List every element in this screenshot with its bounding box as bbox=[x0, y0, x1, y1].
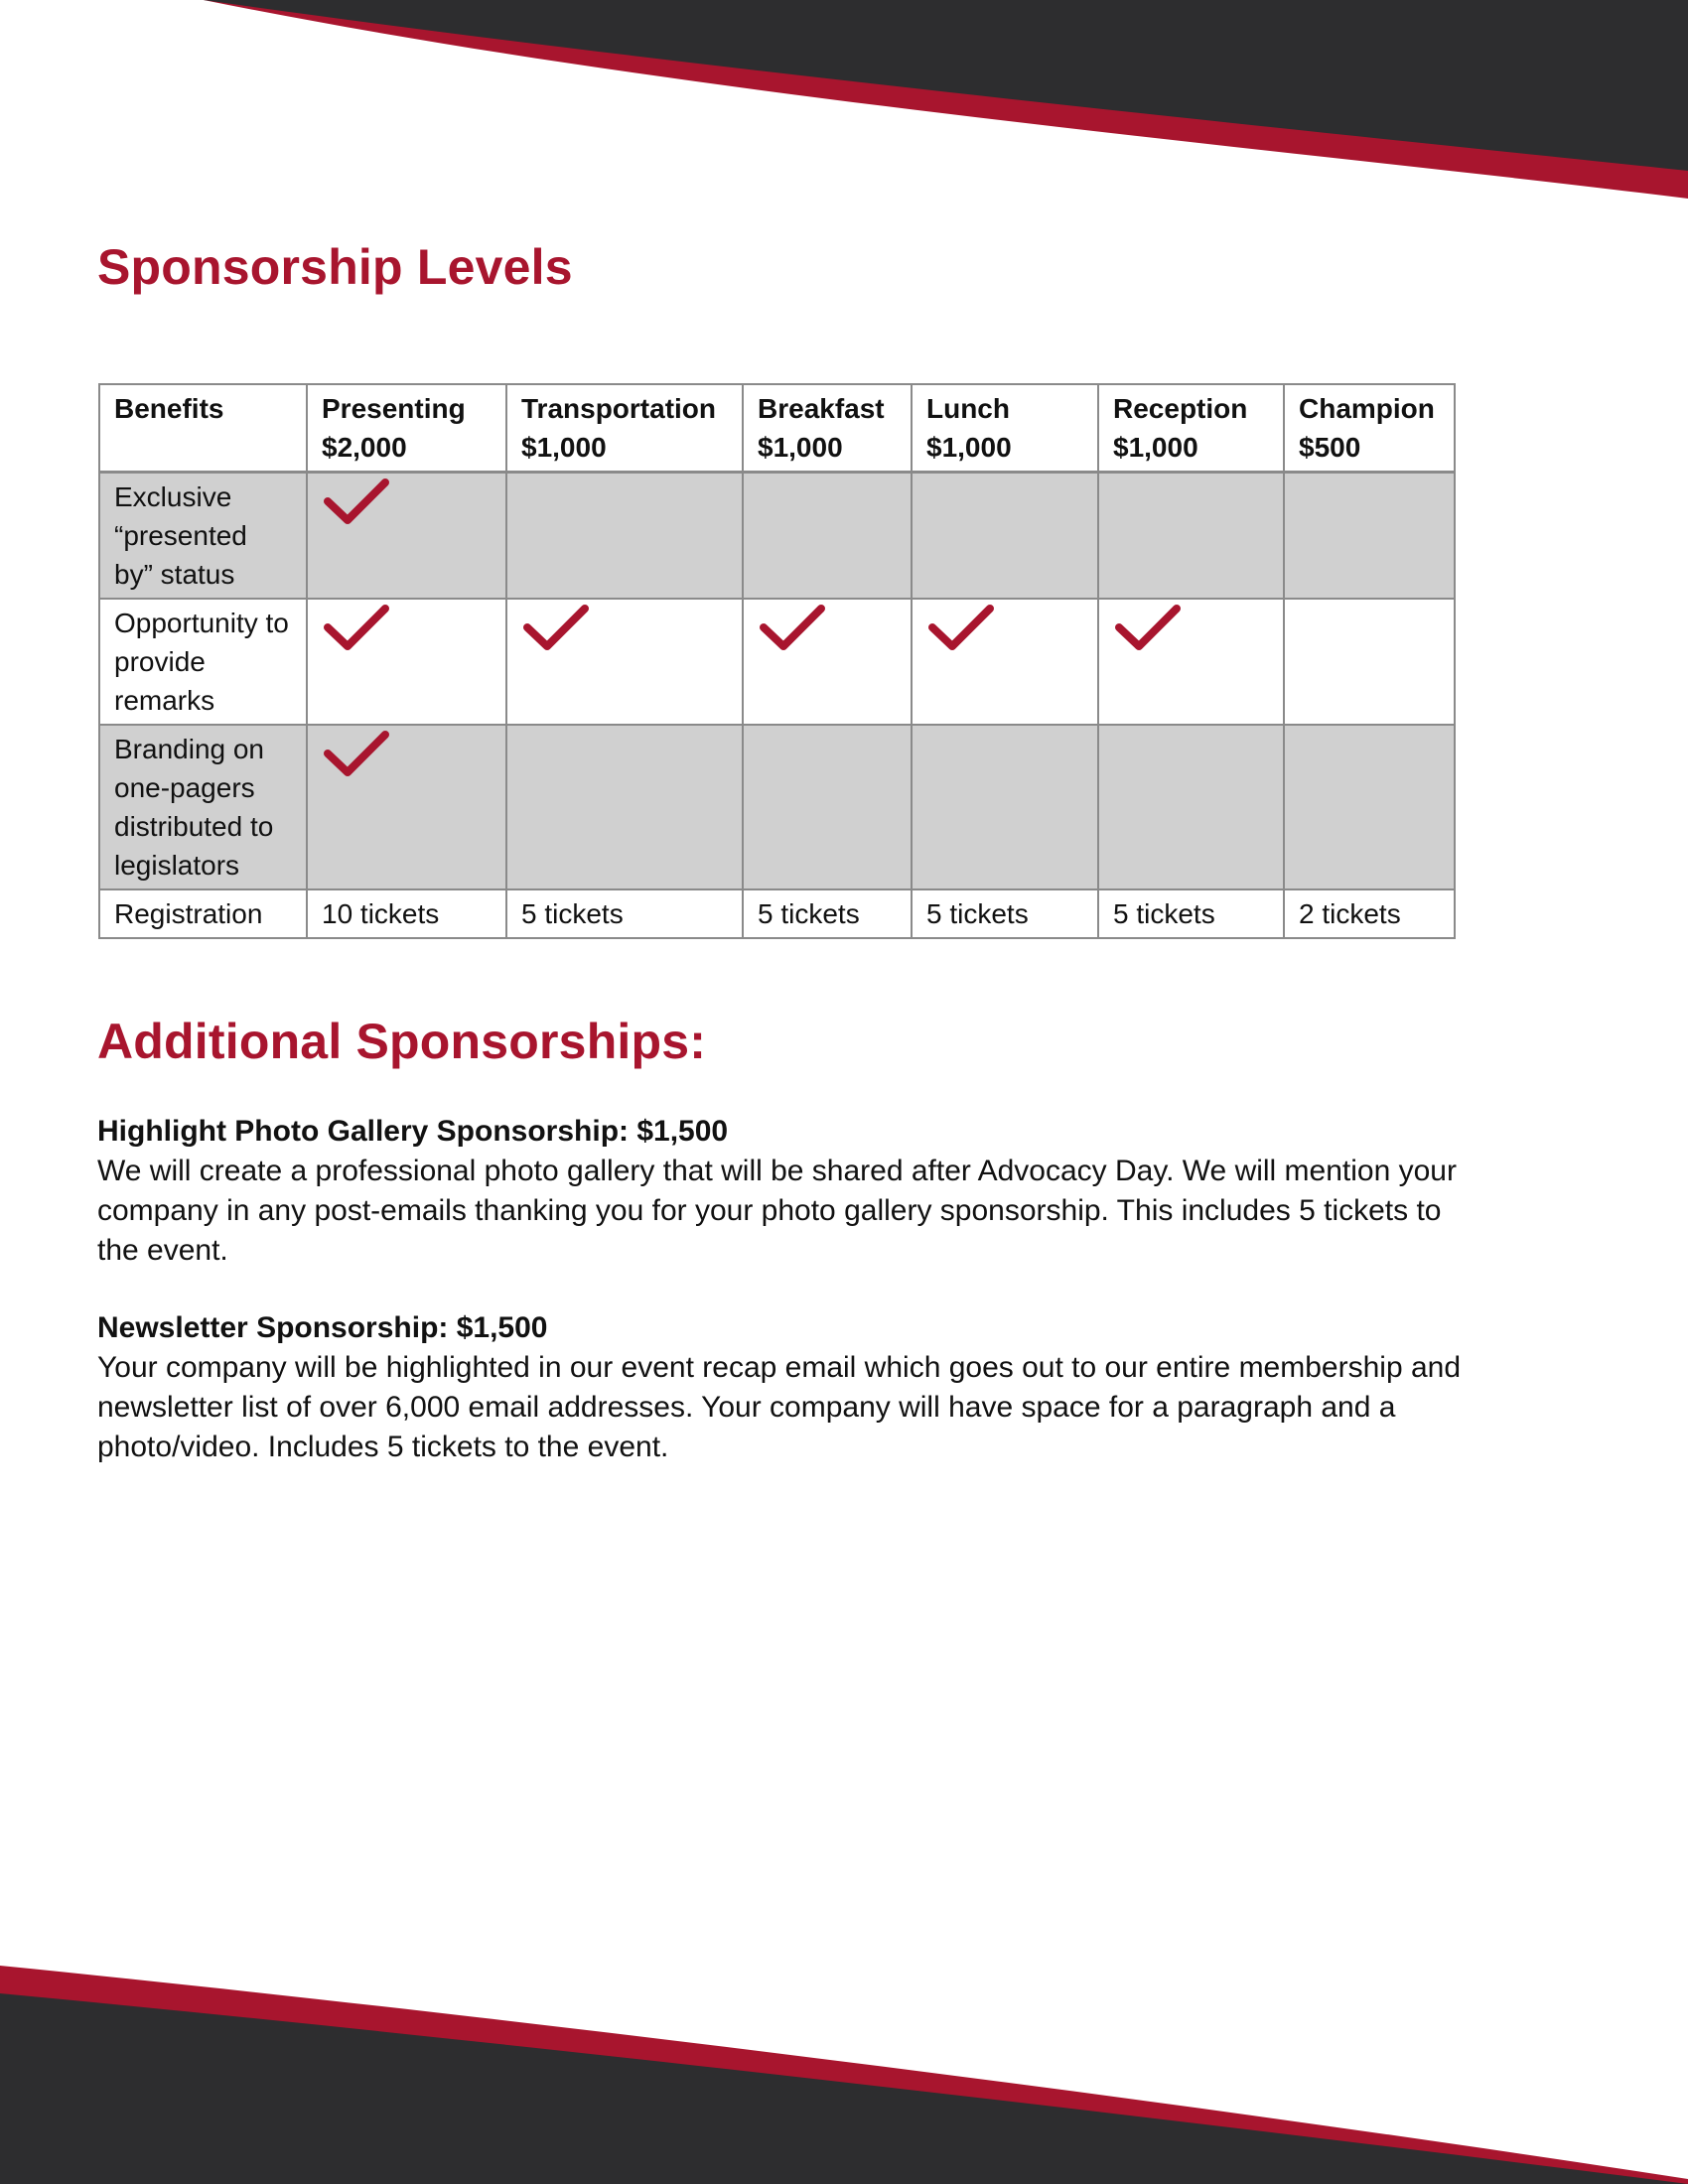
tier-name: Presenting bbox=[322, 393, 466, 424]
tier-header-presenting bbox=[307, 384, 506, 473]
registration-value: 5 tickets bbox=[912, 889, 1098, 938]
tier-header-reception bbox=[1098, 384, 1284, 473]
benefit-row-remarks bbox=[99, 599, 1455, 725]
tier-price: $1,000 bbox=[1113, 432, 1198, 463]
sponsorship-heading: Highlight Photo Gallery Sponsorship: $1,500 bbox=[97, 1115, 729, 1148]
checkmark-icon bbox=[1113, 604, 1183, 653]
checkmark-icon bbox=[322, 730, 391, 779]
benefit-cell bbox=[743, 473, 912, 600]
benefit-cell bbox=[1284, 725, 1455, 889]
sponsorship-description: We will create a professional photo gallery that will be shared after Advocacy Day. We will mention your company in any post-emails thanking you for your photo gallery sponsorship. This includes 5 tickets to the event. bbox=[97, 1155, 1457, 1267]
benefit-cell bbox=[743, 599, 912, 725]
tier-header-champion bbox=[1284, 384, 1455, 473]
benefit-cell bbox=[1098, 599, 1284, 725]
checkmark-icon bbox=[322, 478, 391, 527]
benefit-cell bbox=[1284, 473, 1455, 600]
benefit-cell bbox=[307, 473, 506, 600]
tier-price: $1,000 bbox=[758, 432, 843, 463]
sponsorship-levels-title: Sponsorship Levels bbox=[97, 239, 573, 295]
tier-name: Reception bbox=[1113, 393, 1248, 424]
checkmark-icon bbox=[521, 604, 591, 653]
benefit-row-exclusive-status bbox=[99, 473, 1455, 600]
sponsorship-description: Your company will be highlighted in our event recap email which goes out to our entire membership and newsletter list of over 6,000 email addresses. Your company will have space for a paragraph and a photo/video. Includes 5 tickets to the event. bbox=[97, 1351, 1462, 1463]
tier-name: Transportation bbox=[521, 393, 717, 424]
additional-sponsorships-title: Additional Sponsorships: bbox=[97, 1014, 707, 1069]
checkmark-icon bbox=[758, 604, 827, 653]
benefit-cell bbox=[307, 725, 506, 889]
page-number: 9 bbox=[1587, 2077, 1604, 2110]
checkmark-icon bbox=[926, 604, 996, 653]
tier-price: $1,000 bbox=[926, 432, 1012, 463]
benefit-label: Opportunity to provide remarks bbox=[99, 599, 307, 725]
top-swoosh-decoration bbox=[0, 0, 1688, 208]
registration-value: 5 tickets bbox=[743, 889, 912, 938]
benefit-cell bbox=[743, 725, 912, 889]
registration-value: 5 tickets bbox=[506, 889, 743, 938]
tier-name: Champion bbox=[1299, 393, 1435, 424]
sponsorship-heading: Newsletter Sponsorship: $1,500 bbox=[97, 1311, 548, 1344]
benefit-cell bbox=[912, 473, 1098, 600]
table-header-row bbox=[99, 384, 1455, 473]
benefit-label: Branding on one-pagers distributed to legislators bbox=[99, 725, 307, 889]
bottom-swoosh-decoration bbox=[0, 1946, 1688, 2184]
benefit-cell bbox=[912, 725, 1098, 889]
registration-row bbox=[99, 889, 1455, 938]
benefit-cell bbox=[1284, 599, 1455, 725]
tier-name: Breakfast bbox=[758, 393, 885, 424]
tier-header-transportation bbox=[506, 384, 743, 473]
tier-header-lunch bbox=[912, 384, 1098, 473]
benefit-cell bbox=[912, 599, 1098, 725]
registration-value: 5 tickets bbox=[1098, 889, 1284, 938]
benefit-cell bbox=[506, 725, 743, 889]
benefit-label: Exclusive “presented by” status bbox=[99, 473, 307, 600]
benefit-row-branding bbox=[99, 725, 1455, 889]
registration-value: 2 tickets bbox=[1284, 889, 1455, 938]
registration-label: Registration bbox=[99, 889, 307, 938]
checkmark-icon bbox=[322, 604, 391, 653]
tier-price: $1,000 bbox=[521, 432, 607, 463]
tier-price: $500 bbox=[1299, 432, 1361, 463]
newsletter-sponsorship bbox=[97, 1308, 1487, 1467]
registration-value: 10 tickets bbox=[307, 889, 506, 938]
benefits-column-header: Benefits bbox=[99, 384, 307, 473]
tier-price: $2,000 bbox=[322, 432, 407, 463]
benefit-cell bbox=[1098, 473, 1284, 600]
benefit-cell bbox=[506, 473, 743, 600]
benefit-cell bbox=[307, 599, 506, 725]
benefit-cell bbox=[506, 599, 743, 725]
photo-gallery-sponsorship bbox=[97, 1112, 1487, 1271]
tier-name: Lunch bbox=[926, 393, 1010, 424]
benefit-cell bbox=[1098, 725, 1284, 889]
sponsorship-levels-table bbox=[98, 383, 1456, 939]
tier-header-breakfast bbox=[743, 384, 912, 473]
